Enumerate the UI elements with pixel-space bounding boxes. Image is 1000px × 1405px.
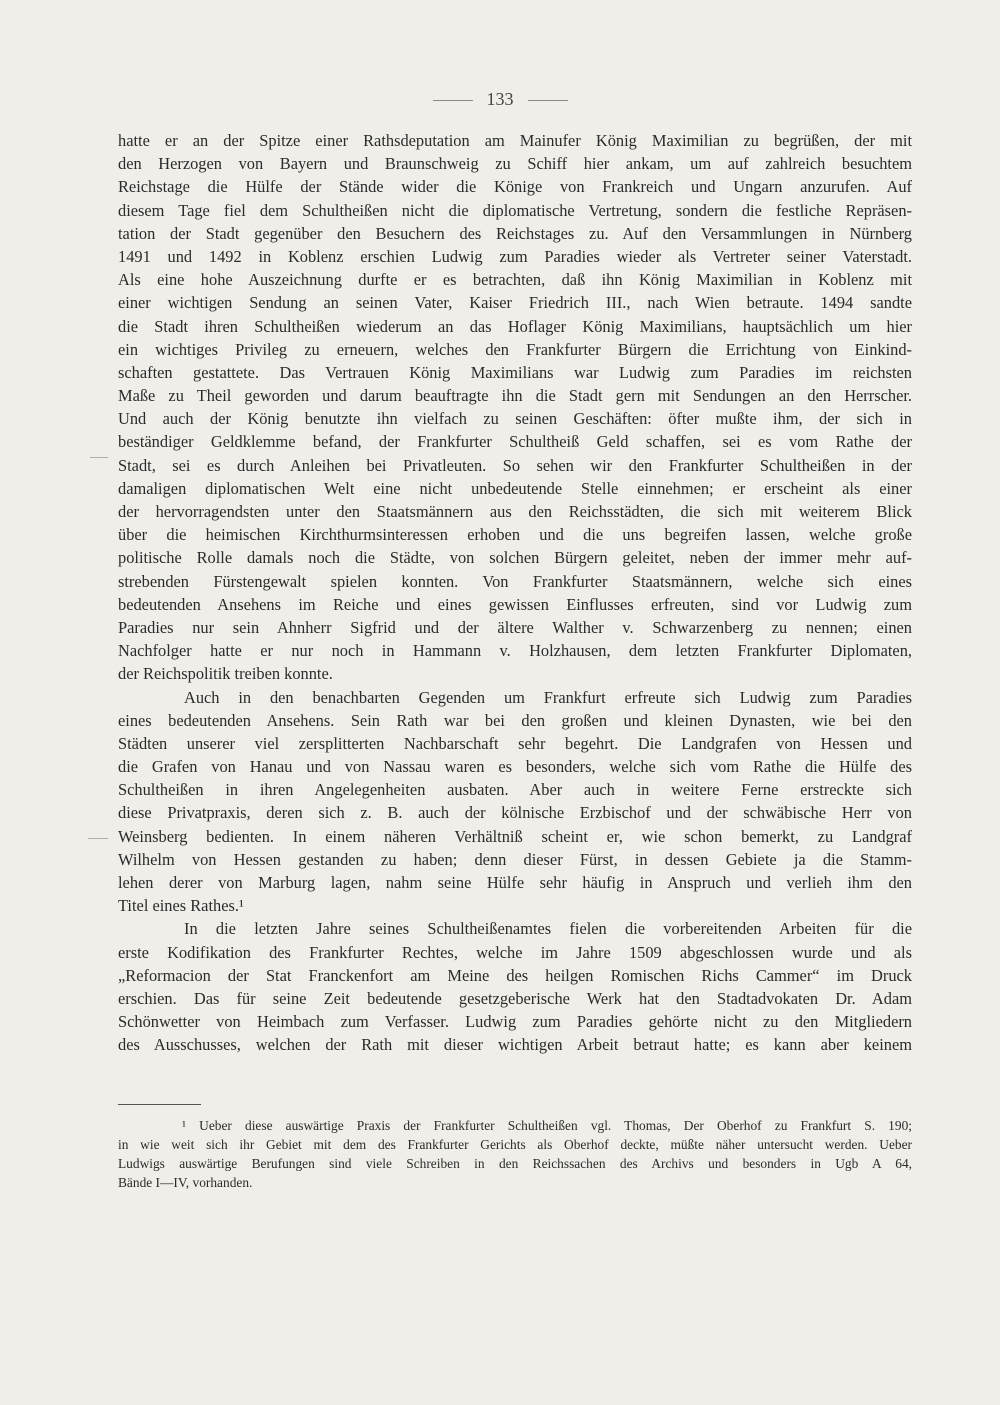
text-line: lehen derer von Marburg lagen, nahm seine Hülfe sehr häufig in Anspruch und verlieh ihm den: [118, 873, 912, 892]
footnote-line: Ludwigs auswärtige Berufungen sind viele Schreiben in den Reichssachen des Archivs und besonders in Ugb A 64,: [118, 1156, 912, 1171]
text-line: Stadt, sei es durch Anleihen bei Privatleuten. So sehen wir den Frankfurter Schultheißen in der: [118, 455, 912, 475]
page-number: 133: [486, 89, 514, 109]
text-line: Schönwetter von Heimbach zum Verfasser. Ludwig zum Paradies gehörte nicht zu den Mitgliedern: [118, 1012, 912, 1032]
text-line: 1491 und 1492 in Koblenz erschien Ludwig zum Paradies wieder als Vertreter seiner Vaterstadt.: [118, 246, 912, 266]
text-line: Nachfolger hatte er nur noch in Hammann v. Holzhausen, dem letzten Frankfurter Diplomaten,: [118, 641, 912, 661]
text-line: Maße zu Theil geworden und darum beauftragte ihn die Stadt gern mit Sendungen an den Herrscher.: [118, 386, 912, 406]
text-line: die Grafen von Hanau und von Nassau waren es besonders, welche sich vom Rathe die Hülfe des: [118, 757, 912, 777]
text-line: Städten unserer viel zersplitterten Nachbarschaft sehr begehrt. Die Landgrafen von Hessen und: [118, 733, 912, 753]
text-line: Als eine hohe Auszeichnung durfte er es betrachten, daß ihn König Maximilian in Koblenz mit: [118, 270, 912, 290]
text-line: erschien. Das für seine Zeit bedeutende gesetzgeberische Werk hat den Stadtadvokaten Dr. Adam: [118, 988, 912, 1008]
text-line: Weinsberg bedienten. In einem näheren Verhältniß scheint er, wie schon bemerkt, zu Landgraf: [118, 826, 912, 846]
text-line: „Reformacion der Stat Franckenfort am Meine des heilgen Romischen Richs Cammer“ im Druck: [118, 965, 912, 985]
text-line: der Reichspolitik treiben konnte.: [118, 664, 333, 684]
text-line: erste Kodifikation des Frankfurter Rechtes, welche im Jahre 1509 abgeschlossen wurde und als: [118, 942, 912, 962]
text-line: Paradies nur sein Ahnherr Sigfrid und der ältere Walther v. Schwarzenberg zu nennen; einen: [118, 617, 912, 637]
text-line: diesem Tage fiel dem Schultheißen nicht die diplomatische Vertretung, sondern die festliche Repräsen-: [118, 200, 912, 220]
text-line: über die heimischen Kirchthurmsinteressen erhoben und die uns begreifen lassen, welche große: [118, 525, 912, 545]
page-header: [0, 89, 1000, 110]
text-line: die Stadt ihren Schultheißen wiederum an das Hoflager König Maximilians, hauptsächlich um hier: [118, 316, 912, 336]
text-line: der hervorragendsten unter den Staatsmännern aus den Reichsstädten, die sich mit weiterem Blick: [118, 502, 912, 521]
margin-mark: [88, 838, 108, 839]
text-line: schaften gestattete. Das Vertrauen König Maximilians war Ludwig zum Paradies im reichsten: [118, 362, 912, 382]
paragraph-start-line: Auch in den benachbarten Gegenden um Frankfurt erfreute sich Ludwig zum Paradies: [184, 687, 912, 707]
footnote-line: ¹ Ueber diese auswärtige Praxis der Frankfurter Schultheißen vgl. Thomas, Der Oberhof zu Frankfurt S. 190;: [182, 1118, 912, 1133]
text-line: den Herzogen von Bayern und Braunschweig zu Schiff hier ankam, um auf zahlreich besuchtem: [118, 154, 912, 174]
footnote-line: in wie weit sich ihr Gebiet mit dem des Frankfurter Gerichts als Oberhof deckte, müßte näher untersucht werden. Ueber: [118, 1137, 912, 1152]
text-line: hatte er an der Spitze einer Rathsdeputation am Mainufer König Maximilian zu begrüßen, der mit: [118, 131, 912, 150]
text-line: Schultheißen in ihren Angelegenheiten ausbaten. Aber auch in weitere Ferne erstreckte sich: [118, 780, 912, 800]
text-line: des Ausschusses, welchen der Rath mit dieser wichtigen Arbeit betraut hatte; es kann aber keinem: [118, 1035, 912, 1055]
text-line: Wilhelm von Hessen gestanden zu haben; denn dieser Fürst, in dessen Gebiete ja die Stamm-: [118, 849, 912, 869]
text-line: politische Rolle damals noch die Städte, von solchen Bürgern geleitet, neben der immer mehr auf-: [118, 548, 912, 568]
text-line: strebenden Fürstengewalt spielen konnten. Von Frankfurter Staatsmännern, welche sich eines: [118, 571, 912, 591]
text-line: bedeutenden Ansehens im Reiche und eines gewissen Einflusses erfreuten, sind vor Ludwig zum: [118, 594, 912, 614]
text-line: Titel eines Rathes.¹: [118, 896, 244, 916]
text-line: beständiger Geldklemme befand, der Frankfurter Schultheiß Geld schaffen, sei es vom Rathe der: [118, 432, 912, 452]
margin-mark: [90, 457, 108, 458]
footnote-divider: [118, 1104, 201, 1105]
text-line: einer wichtigen Sendung an seinen Vater, Kaiser Friedrich III., nach Wien betraute. 1494 sandte: [118, 293, 912, 313]
text-line: eines bedeutenden Ansehens. Sein Rath war bei den großen und kleinen Dynasten, wie bei den: [118, 710, 912, 730]
footnote-line: Bände I—IV, vorhanden.: [118, 1175, 253, 1190]
text-line: ein wichtiges Privileg zu erneuern, welches den Frankfurter Bürgern die Errichtung von Einkind-: [118, 339, 912, 359]
text-line: diese Privatpraxis, deren sich z. B. auch der kölnische Erzbischof und der schwäbische Herr von: [118, 803, 912, 823]
paragraph-start-line: In die letzten Jahre seines Schultheißenamtes fielen die vorbereitenden Arbeiten für die: [184, 919, 912, 939]
text-line: Und auch der König benutzte ihn vielfach zu seinen Geschäften: öfter mußte ihm, der sich in: [118, 409, 912, 429]
footnotes: [118, 1116, 912, 1192]
header-dash-right: [528, 100, 568, 101]
body-text: [118, 129, 912, 1057]
text-line: damaligen diplomatischen Welt eine nicht unbedeutende Stelle einnehmen; er erscheint als einer: [118, 478, 912, 498]
text-line: Reichstage die Hülfe der Stände wider die Könige von Frankreich und Ungarn anzurufen. Auf: [118, 177, 912, 197]
text-line: tation der Stadt gegenüber den Besuchern des Reichstages zu. Auf den Versammlungen in Nürnberg: [118, 223, 912, 243]
header-dash-left: [433, 100, 473, 101]
